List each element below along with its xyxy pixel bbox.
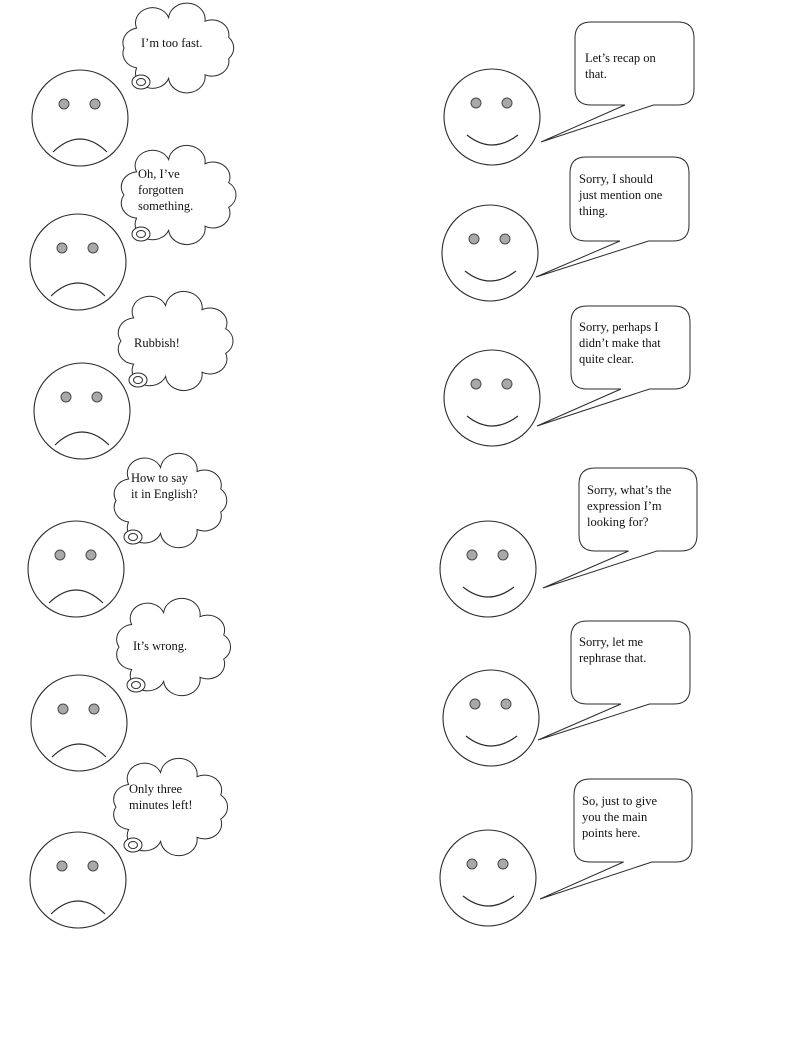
speech-text-2-line: Sorry, I should (579, 172, 653, 186)
thought-trail-ring-inner (134, 377, 143, 384)
sad-face-4 (28, 521, 124, 617)
sad-face-5 (31, 675, 127, 771)
speech-text-1-line: Let’s recap on (585, 51, 656, 65)
sad-face-2 (30, 214, 126, 310)
face-outline (28, 521, 124, 617)
speech-text-5-line: Sorry, let me (579, 635, 644, 649)
speech-text-6-line: you the main (582, 810, 648, 824)
speech-text-2-line: just mention one (579, 188, 663, 202)
right-eye (88, 243, 98, 253)
right-eye (498, 859, 508, 869)
speech-text-1-line: that. (585, 67, 607, 81)
left-eye (57, 861, 67, 871)
thought-text-6-line: minutes left! (129, 798, 193, 812)
face-outline (440, 830, 536, 926)
thought-text-4-line: it in English? (131, 487, 198, 501)
speech-text-3-line: didn’t make that (579, 336, 661, 350)
speech-text-4-line: expression I’m (587, 499, 662, 513)
thought-text-4-line: How to say (131, 471, 188, 485)
right-eye (86, 550, 96, 560)
speech-text-2-line: thing. (579, 204, 608, 218)
happy-face-1 (444, 69, 540, 165)
right-eye (500, 234, 510, 244)
face-outline (444, 69, 540, 165)
left-eye (58, 704, 68, 714)
speech-bubble-1 (541, 22, 694, 142)
face-outline (31, 675, 127, 771)
happy-face-6 (440, 830, 536, 926)
right-eye (92, 392, 102, 402)
thought-trail-ring-inner (137, 79, 146, 86)
left-eye (467, 859, 477, 869)
left-eye (469, 234, 479, 244)
happy-face-3 (444, 350, 540, 446)
thought-text-3-line: Rubbish! (134, 336, 180, 350)
thought-text-5 (133, 639, 187, 653)
thought-text-2-line: Oh, I’ve (138, 167, 180, 181)
happy-face-4 (440, 521, 536, 617)
sad-face-3 (34, 363, 130, 459)
left-eye (467, 550, 477, 560)
thought-trail-ring-inner (129, 842, 138, 849)
speech-text-4-line: Sorry, what’s the (587, 483, 672, 497)
right-eye (88, 861, 98, 871)
speech-text-3-line: quite clear. (579, 352, 634, 366)
speech-text-6-line: So, just to give (582, 794, 658, 808)
thought-text-5-line: It’s wrong. (133, 639, 188, 653)
face-outline (440, 521, 536, 617)
face-outline (442, 205, 538, 301)
thought-text-2-line: forgotten (138, 183, 184, 197)
face-outline (444, 350, 540, 446)
thought-text-1 (141, 36, 202, 50)
right-eye (502, 379, 512, 389)
left-eye (55, 550, 65, 560)
right-eye (502, 98, 512, 108)
right-eye (90, 99, 100, 109)
right-eye (498, 550, 508, 560)
face-outline (443, 670, 539, 766)
speech-text-6-line: points here. (582, 826, 641, 840)
thought-trail-ring-inner (137, 231, 146, 238)
sad-face-1 (32, 70, 128, 166)
thought-trail-ring-inner (132, 682, 141, 689)
left-eye (61, 392, 71, 402)
thought-trail-ring-inner (129, 534, 138, 541)
sad-face-6 (30, 832, 126, 928)
left-eye (471, 98, 481, 108)
face-outline (34, 363, 130, 459)
right-eye (501, 699, 511, 709)
face-outline (32, 70, 128, 166)
happy-face-5 (443, 670, 539, 766)
left-eye (59, 99, 69, 109)
face-outline (30, 832, 126, 928)
thought-text-3 (134, 336, 180, 350)
left-eye (57, 243, 67, 253)
thought-text-1-line: I’m too fast. (141, 36, 203, 50)
thought-text-2-line: something. (138, 199, 194, 213)
speech-text-5-line: rephrase that. (579, 651, 647, 665)
left-eye (471, 379, 481, 389)
happy-face-2 (442, 205, 538, 301)
face-outline (30, 214, 126, 310)
right-eye (89, 704, 99, 714)
speech-text-4-line: looking for? (587, 515, 649, 529)
thought-text-6-line: Only three (129, 782, 183, 796)
speech-text-3-line: Sorry, perhaps I (579, 320, 659, 334)
speech-bubble-shape (541, 22, 694, 142)
left-eye (470, 699, 480, 709)
